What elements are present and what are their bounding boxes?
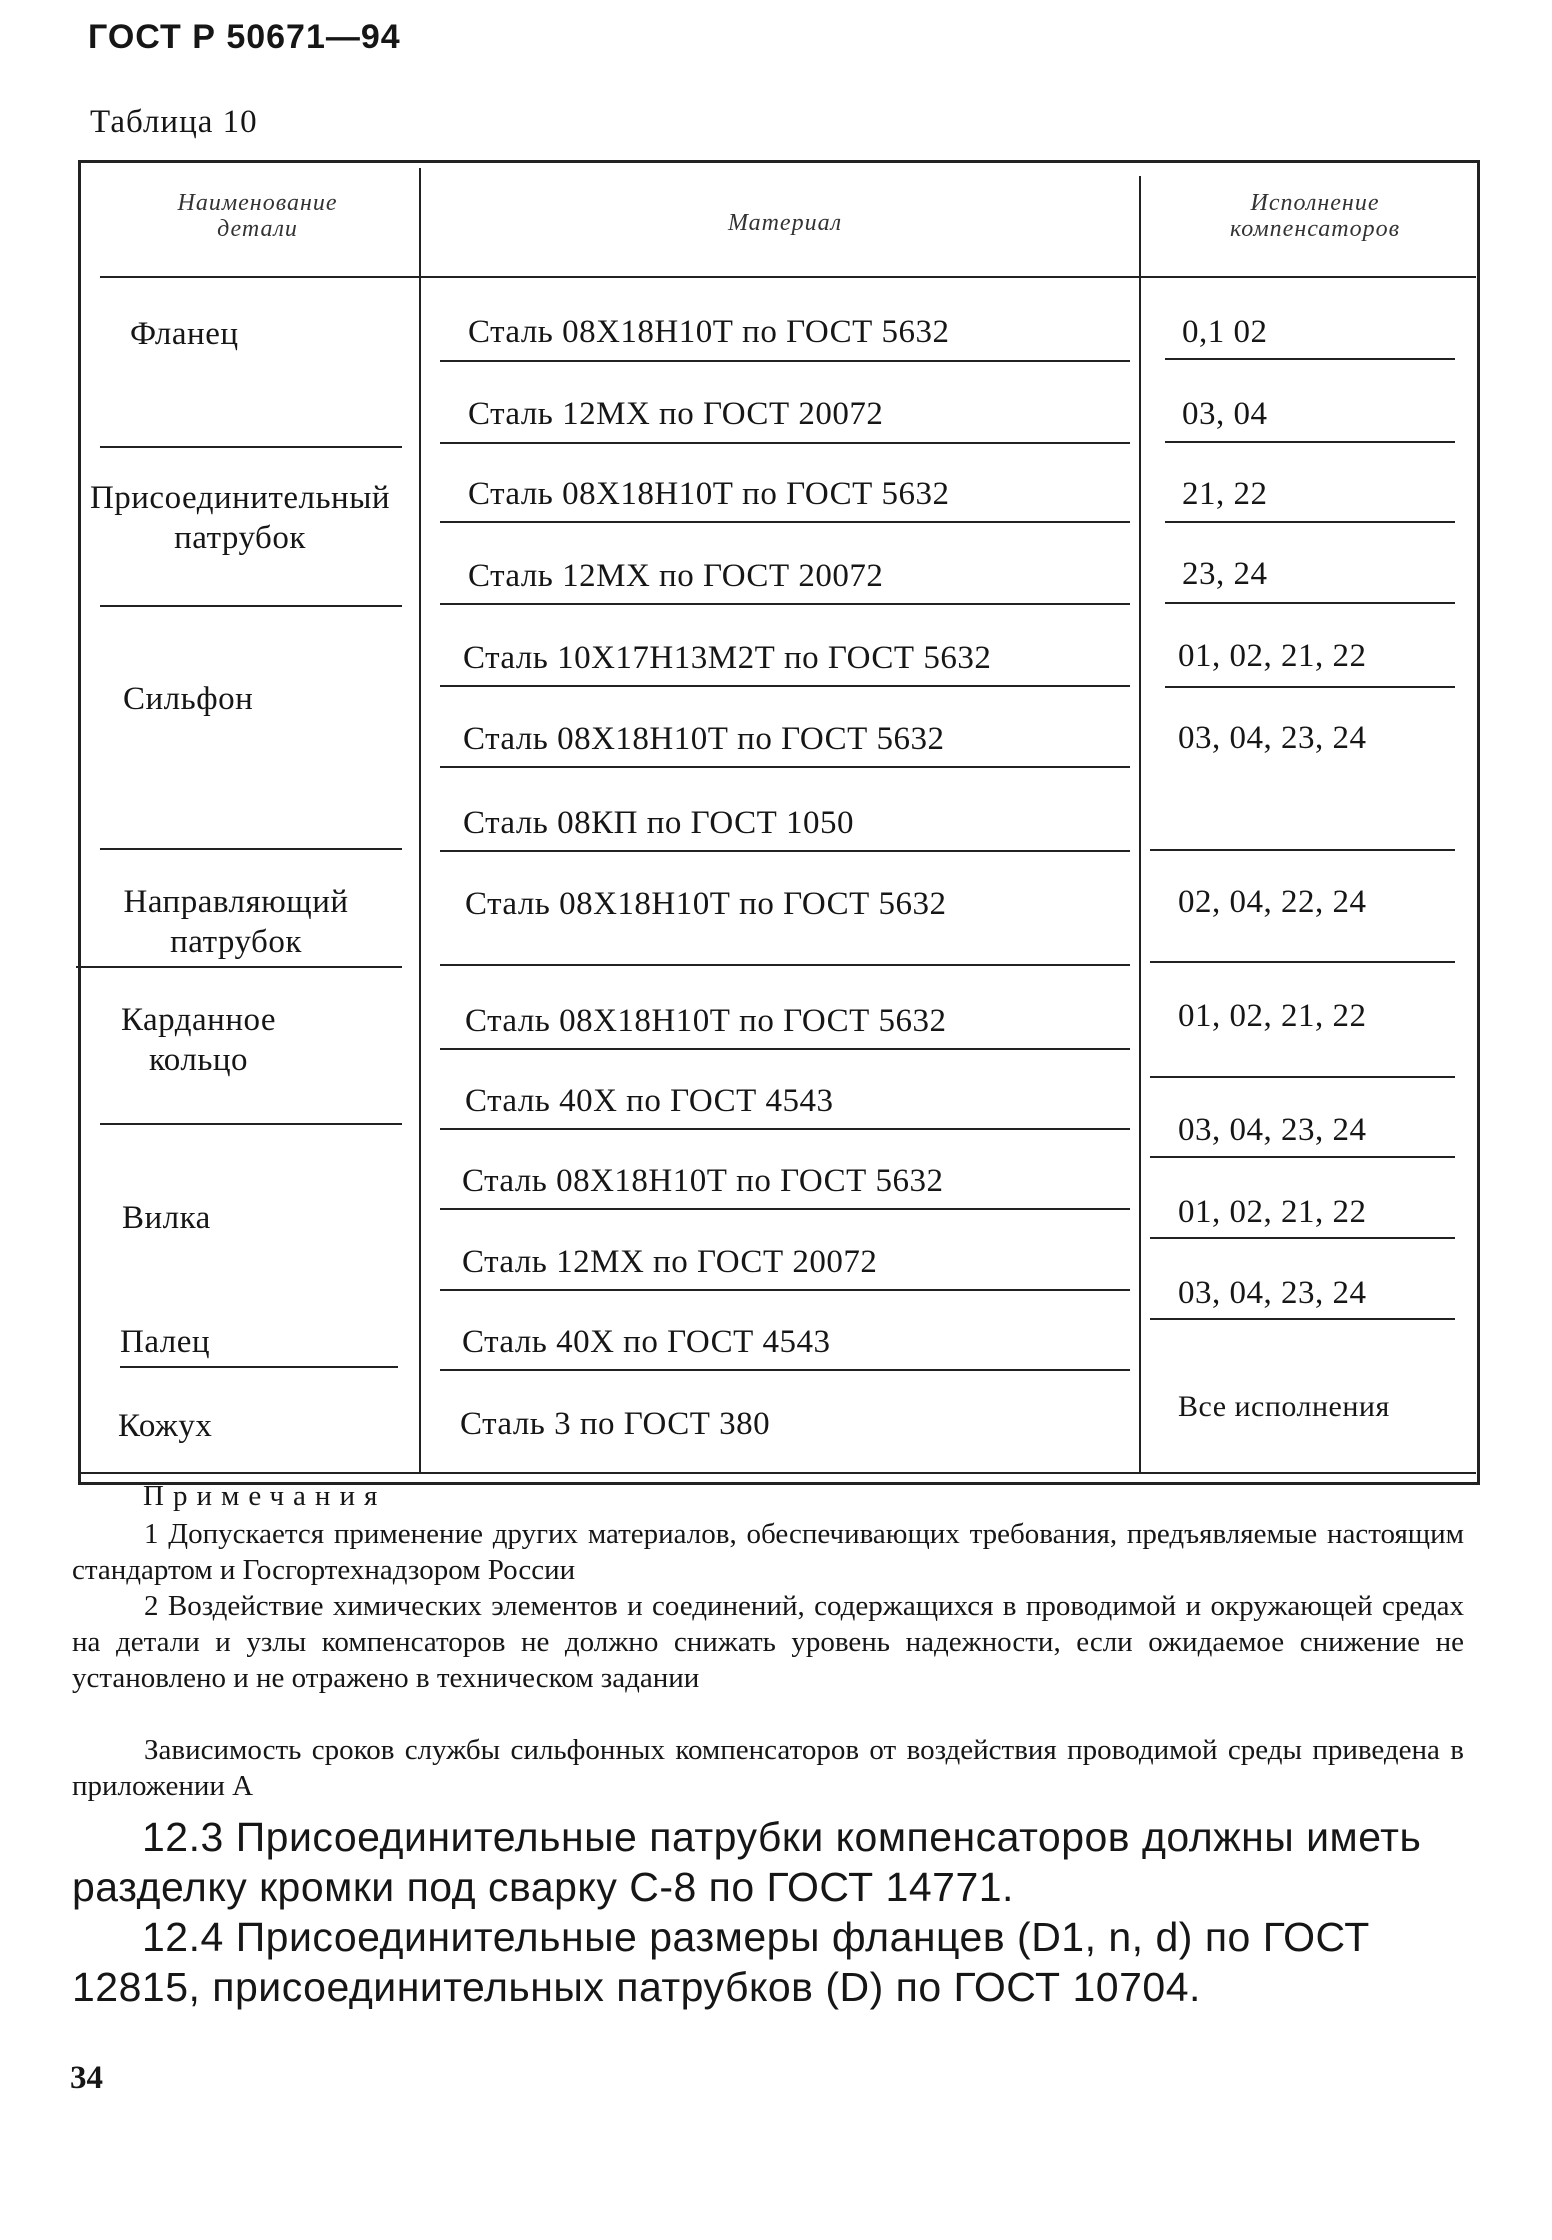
part-name: Присоединительный патрубок (89, 480, 391, 556)
material-cell: Сталь 08КП по ГОСТ 1050 (463, 805, 855, 841)
table-caption: Таблица 10 (90, 104, 258, 140)
material-cell: Сталь 40Х по ГОСТ 4543 (462, 1324, 831, 1360)
column-header-material: Материал (727, 210, 843, 236)
material-cell: Сталь 08Х18Н10Т по ГОСТ 5632 (463, 721, 945, 757)
part-name: Палец (120, 1324, 211, 1360)
material-cell: Сталь 12МХ по ГОСТ 20072 (468, 396, 884, 432)
paragraph-12-3: 12.3 Присоединительные патрубки компенсаторов должны иметь разделку кромки под сварку С-8 по ГОСТ 14771. (72, 1814, 1422, 1910)
material-cell: Сталь 40Х по ГОСТ 4543 (465, 1083, 834, 1119)
part-name: Карданное кольцо (120, 1002, 277, 1078)
execution-cell: Все исполнения (1178, 1390, 1390, 1423)
execution-cell: 03, 04, 23, 24 (1178, 720, 1367, 756)
execution-cell: 01, 02, 21, 22 (1178, 998, 1367, 1034)
part-name: Фланец (130, 316, 239, 352)
notes-title: Примечания (143, 1480, 387, 1512)
part-name: Кожух (118, 1408, 213, 1444)
material-cell: Сталь 3 по ГОСТ 380 (460, 1406, 771, 1442)
material-cell: Сталь 10Х17Н13М2Т по ГОСТ 5632 (463, 640, 992, 676)
material-cell: Сталь 12МХ по ГОСТ 20072 (468, 558, 884, 594)
execution-cell: 21, 22 (1182, 476, 1268, 512)
material-cell: Сталь 08Х18Н10Т по ГОСТ 5632 (465, 886, 947, 922)
material-cell: Сталь 08Х18Н10Т по ГОСТ 5632 (462, 1163, 944, 1199)
note-item: 2 Воздействие химических элементов и соединений, содержащихся в проводимой и окружающей средах на детали и узлы компенсаторов не должно снижать уровень надежности, если ожидаемое снижение не установлено и не отражено в техническом задании (72, 1590, 1464, 1694)
material-cell: Сталь 08Х18Н10Т по ГОСТ 5632 (468, 314, 950, 350)
execution-cell: 23, 24 (1182, 556, 1268, 592)
note-item: Зависимость сроков службы сильфонных компенсаторов от воздействия проводимой среды приведена в приложении А (72, 1734, 1464, 1802)
column-header-execution: Исполнение компенсаторов (1229, 190, 1401, 242)
execution-cell: 01, 02, 21, 22 (1178, 638, 1367, 674)
execution-cell: 02, 04, 22, 24 (1178, 884, 1367, 920)
material-cell: Сталь 12МХ по ГОСТ 20072 (462, 1244, 878, 1280)
document-header: ГОСТ Р 50671—94 (88, 18, 401, 56)
note-item: 1 Допускается применение других материалов, обеспечивающих требования, предъявляемые настоящим стандартом и Госгортехнадзором России (72, 1518, 1464, 1586)
column-header-part: Наименование детали (177, 190, 338, 242)
execution-cell: 03, 04 (1182, 396, 1268, 432)
part-name: Сильфон (123, 681, 254, 717)
paragraph-12-4: 12.4 Присоединительные размеры фланцев (D1, n, d) по ГОСТ 12815, присоединительных патрубков (D) по ГОСТ 10704. (72, 1914, 1370, 2010)
execution-cell: 01, 02, 21, 22 (1178, 1194, 1367, 1230)
part-name: Вилка (122, 1200, 211, 1236)
execution-cell: 03, 04, 23, 24 (1178, 1275, 1367, 1311)
page-number: 34 (70, 2060, 103, 2096)
execution-cell: 03, 04, 23, 24 (1178, 1112, 1367, 1148)
material-cell: Сталь 08Х18Н10Т по ГОСТ 5632 (468, 476, 950, 512)
execution-cell: 0,1 02 (1182, 314, 1268, 350)
material-cell: Сталь 08Х18Н10Т по ГОСТ 5632 (465, 1003, 947, 1039)
part-name: Направляющий патрубок (123, 884, 349, 960)
